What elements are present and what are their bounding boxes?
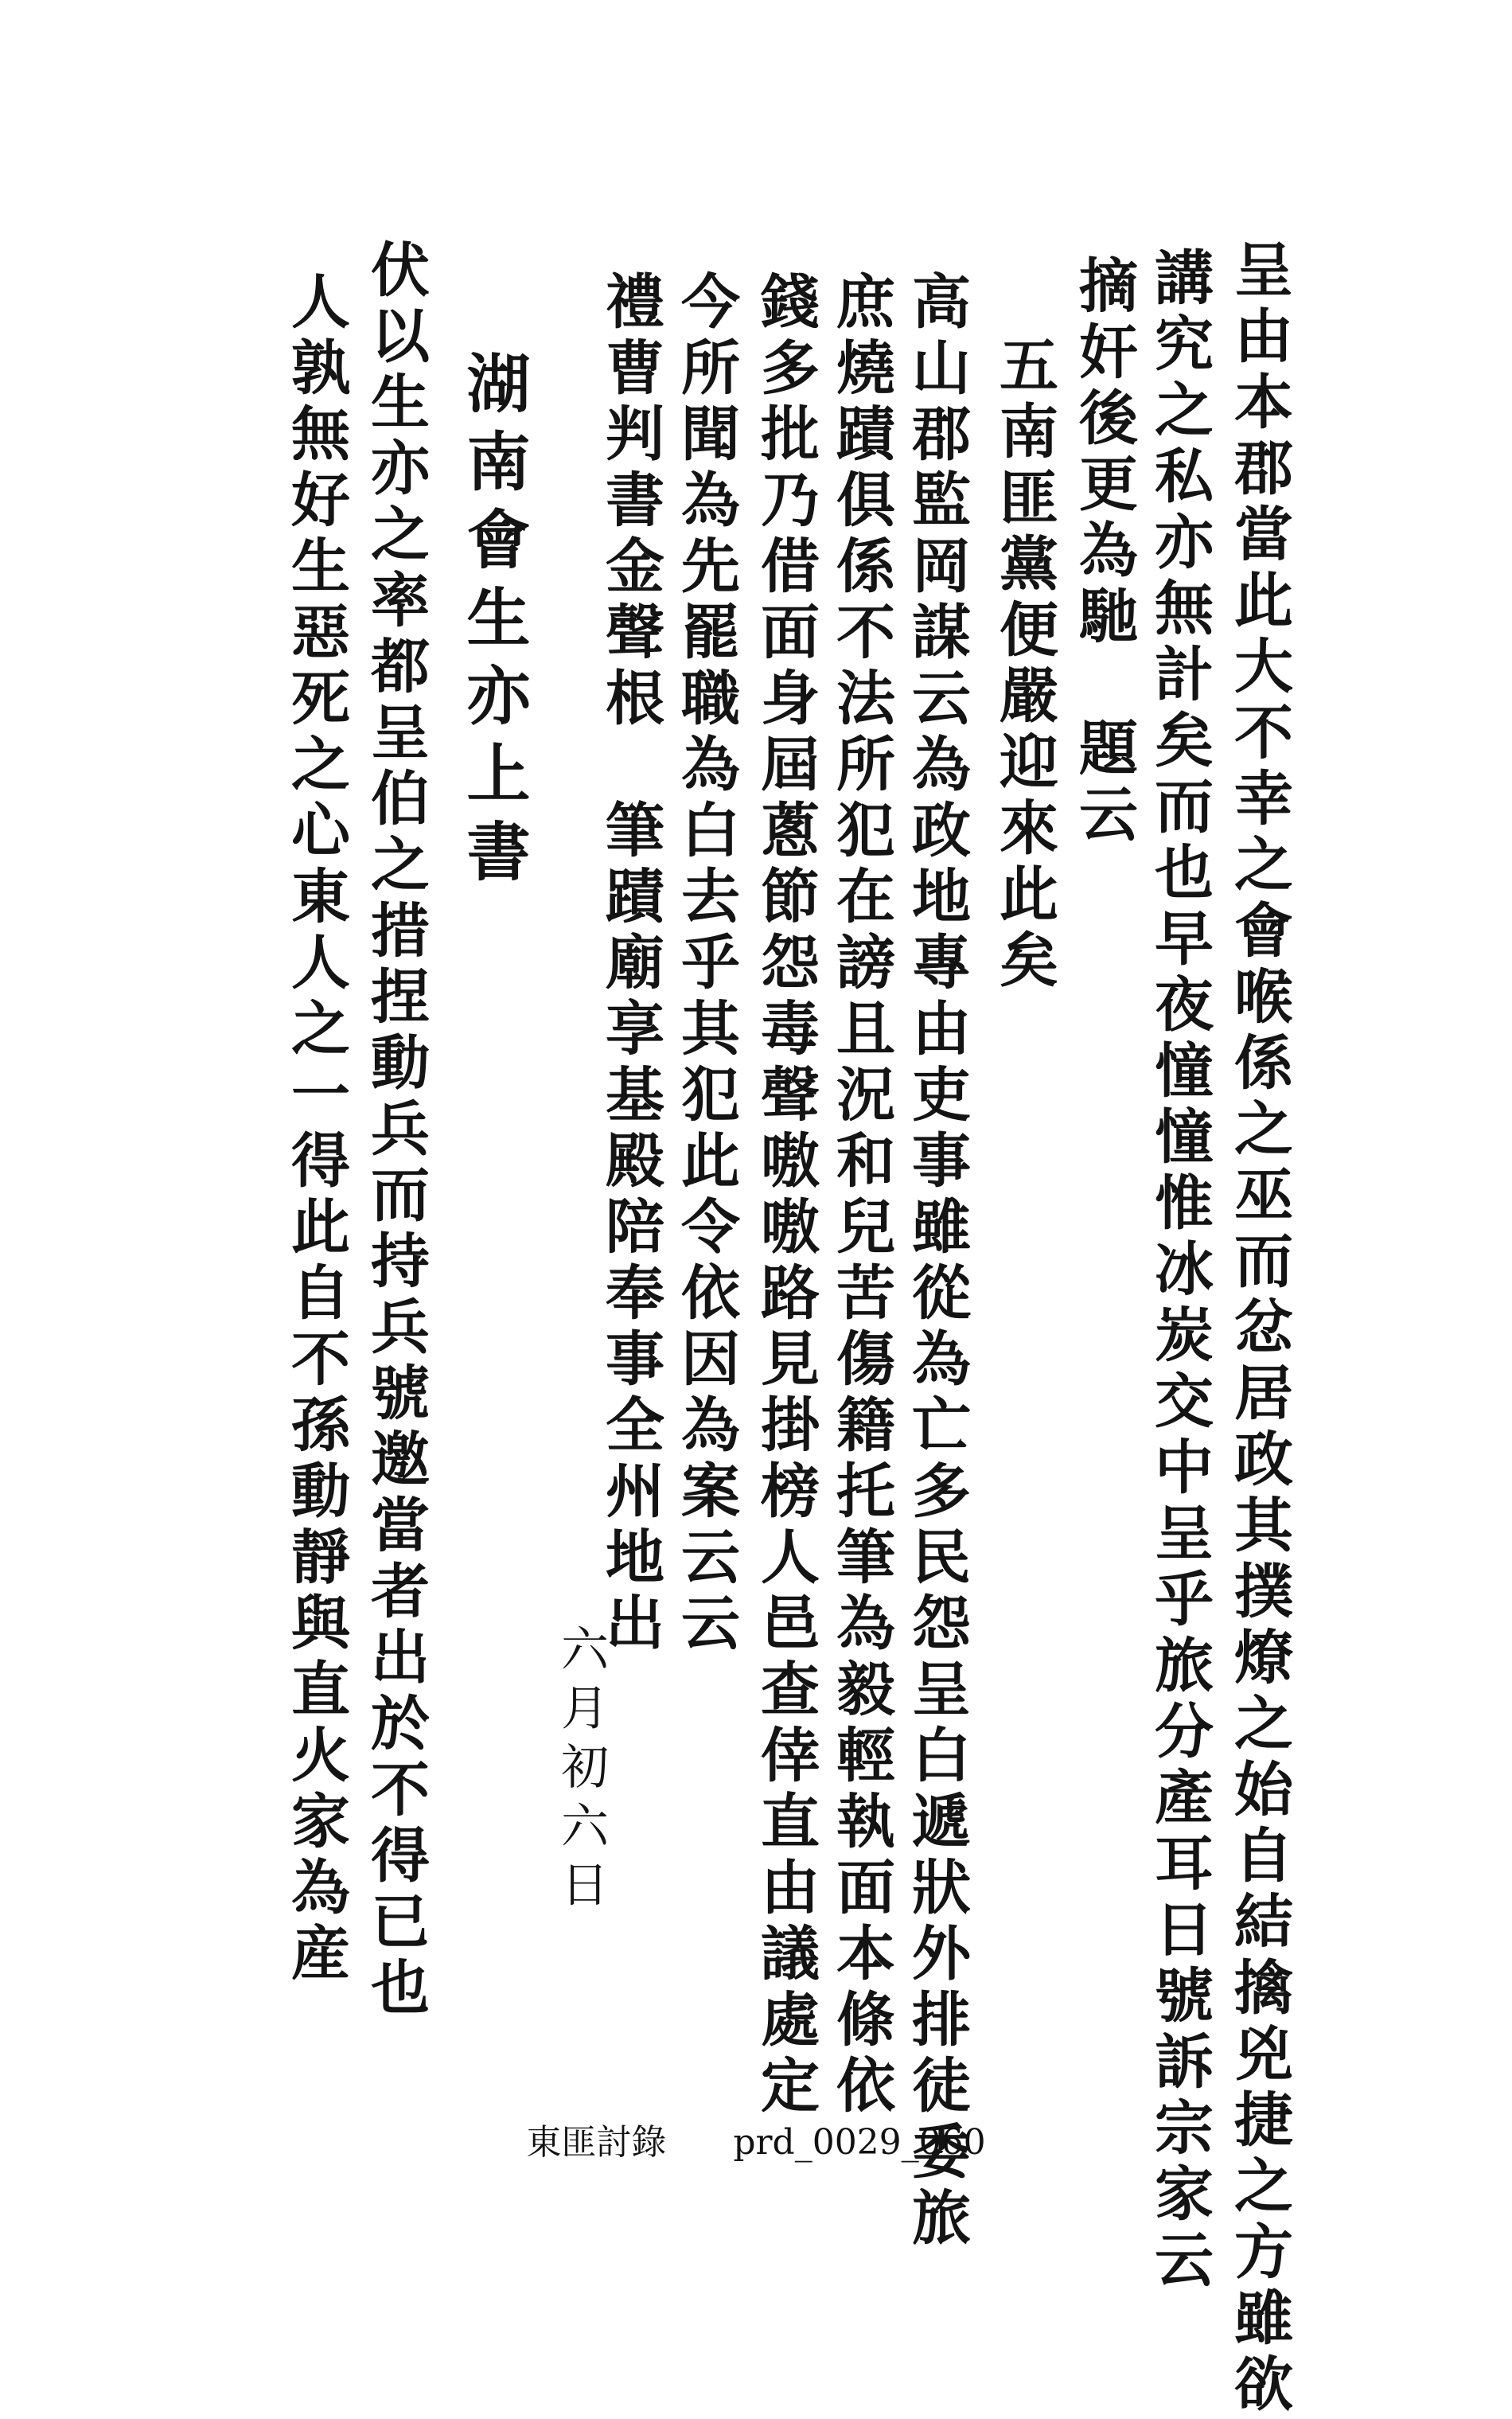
manuscript-column-9: 禮曹判書金聲根 筆蹟廟享基殿陪奉事全州地出 <box>596 271 664 1658</box>
manuscript-column-8: 今所聞為先罷職為白去乎其犯此令依因為案云云 <box>672 271 740 1658</box>
footer-code: prd_0029_060 <box>733 2122 986 2163</box>
manuscript-column-4: 五南匪黨便嚴迎來此矣 <box>990 334 1058 995</box>
manuscript-column-1: 呈由本郡當此大不幸之會喉係之巫而忿居政其撲燎之始自結擒兇捷之方雖欲 <box>1225 239 1293 2419</box>
manuscript-heading: 湖南會生亦上書 <box>456 350 531 896</box>
manuscript-column-6: 庶燒蹟俱係不法所犯在謗且況和兒苦傷籍托筆為毅輕執面本條依 <box>827 271 895 2121</box>
footer-title: 東匪討錄 <box>526 2122 667 2163</box>
manuscript-column-5: 高山郡監岡謀云為政地專由吏事雖從為亡多民怨呈白遞狀外排徒委旅 <box>902 271 971 2253</box>
manuscript-date: 六月初六日 <box>553 1624 609 1918</box>
manuscript-column-12: 伏以生亦之率都呈伯之措捏動兵而持兵號邀當者出於不得已也 <box>361 239 430 2023</box>
manuscript-column-13: 人孰無好生惡死之心東人之一得此自不孫動靜與直火家為産 <box>282 271 350 1988</box>
manuscript-column-2: 講究之私亦無計矣而也早夜憧憧惟冰炭交中呈乎旅分產耳日號訴宗家云 <box>1145 247 1214 2295</box>
page-footer <box>0 2113 1512 2164</box>
manuscript-column-7: 錢多批乃借面身屆蔥節怨毒聲嗷嗷路見掛榜人邑查倖直由議處定 <box>751 271 820 2121</box>
manuscript-column-3: 摘奸後更為馳 題云 <box>1070 255 1138 849</box>
